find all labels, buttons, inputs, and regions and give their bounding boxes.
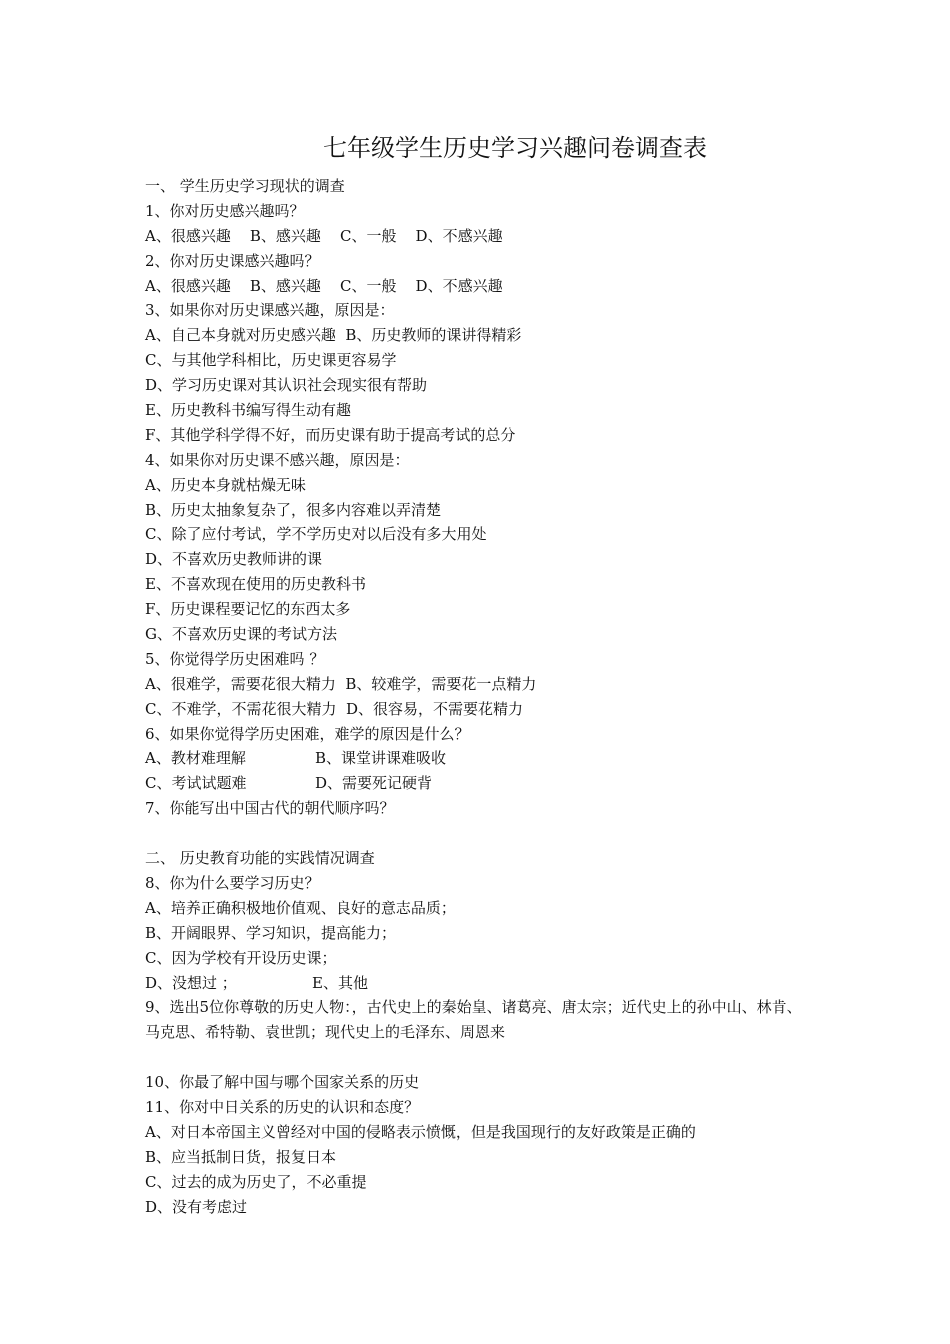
answer-option: A、培养正确积极地价值观、良好的意志品质； [145, 898, 456, 917]
question: 1、你对历史感兴趣吗？ [145, 201, 305, 220]
answer-option: C、因为学校有开设历史课； [145, 948, 337, 967]
answer-option: E、不喜欢现在使用的历史教科书 [145, 575, 366, 594]
answer-option: A、教材难理解 [145, 749, 246, 768]
question: 6、如果你觉得学历史困难，难学的原因是什么？ [145, 724, 470, 743]
question: 5、你觉得学历史困难吗 ？ [145, 649, 325, 668]
answer-option: F、历史课程要记忆的东西太多 [145, 600, 351, 619]
answer-option: B、课堂讲课难吸收 [315, 749, 447, 768]
answer-option: A、很难学，需要花很大精力 B、较难学，需要花一点精力 [145, 674, 537, 693]
questionnaire-body [145, 174, 825, 1219]
question: 9、选出5位你尊敬的历史人物：，古代史上的秦始皇、诸葛亮、唐太宗；近代史上的孙中山、林肯、马克思、希特勒、袁世凯；现代史上的毛泽东、周恩来 [145, 998, 802, 1042]
question: 8、你为什么要学习历史？ [145, 873, 320, 892]
answer-option: D、没想过 ； [145, 973, 237, 992]
answer-option: C、与其他学科相比，历史课更容易学 [145, 351, 397, 370]
answer-option-row [145, 746, 825, 771]
answer-option-row [145, 771, 825, 796]
section-heading: 一、 学生历史学习现状的调查 [145, 177, 345, 195]
question: 7、你能写出中国古代的朝代顺序吗？ [145, 799, 395, 818]
question: 3、如果你对历史课感兴趣，原因是： [145, 301, 395, 320]
answer-option: B、开阔眼界、学习知识，提高能力； [145, 923, 397, 942]
answer-option: D、学习历史课对其认识社会现实很有帮助 [145, 376, 428, 395]
answer-option: D、需要死记硬背 [315, 774, 433, 793]
answer-option: B、应当抵制日货，报复日本 [145, 1147, 337, 1166]
answer-option: E、历史教科书编写得生动有趣 [145, 401, 351, 420]
answer-option: D、不喜欢历史教师讲的课 [145, 550, 323, 569]
answer-option: C、不难学，不需花很大精力 D、很容易，不需要花精力 [145, 699, 524, 718]
question: 2、你对历史课感兴趣吗？ [145, 251, 320, 270]
answer-option: A、对日本帝国主义曾经对中国的侵略表示愤慨，但是我国现行的友好政策是正确的 [145, 1122, 696, 1141]
answer-option: D、没有考虑过 [145, 1197, 248, 1216]
answer-option: G、不喜欢历史课的考试方法 [145, 625, 337, 644]
answer-options: A、很感兴趣 B、感兴趣 C、一般 D、不感兴趣 [145, 276, 503, 295]
answer-option: A、自己本身就对历史感兴趣 B、历史教师的课讲得精彩 [145, 326, 522, 345]
section-heading: 二、 历史教育功能的实践情况调查 [145, 849, 375, 868]
document-title: 七年级学生历史学习兴趣问卷调查表 [323, 134, 707, 162]
answer-option: B、历史太抽象复杂了，很多内容难以弄清楚 [145, 500, 442, 519]
answer-option: C、考试试题难 [145, 774, 247, 793]
answer-option: A、历史本身就枯燥无味 [145, 475, 306, 494]
blank-line [145, 821, 825, 846]
answer-option: E、其他 [312, 973, 368, 992]
blank-line [145, 1045, 825, 1070]
answer-option: C、过去的成为历史了，不必重提 [145, 1172, 367, 1191]
answer-option: C、除了应付考试，学不学历史对以后没有多大用处 [145, 525, 487, 544]
answer-option-row [145, 971, 825, 996]
question: 11、你对中日关系的历史的认识和态度？ [145, 1097, 420, 1116]
answer-option: F、其他学科学得不好，而历史课有助于提高考试的总分 [145, 425, 516, 444]
answer-options: A、很感兴趣 B、感兴趣 C、一般 D、不感兴趣 [145, 226, 503, 245]
question: 4、如果你对历史课不感兴趣，原因是： [145, 450, 410, 469]
question: 10、你最了解中国与哪个国家关系的历史 [145, 1073, 420, 1092]
